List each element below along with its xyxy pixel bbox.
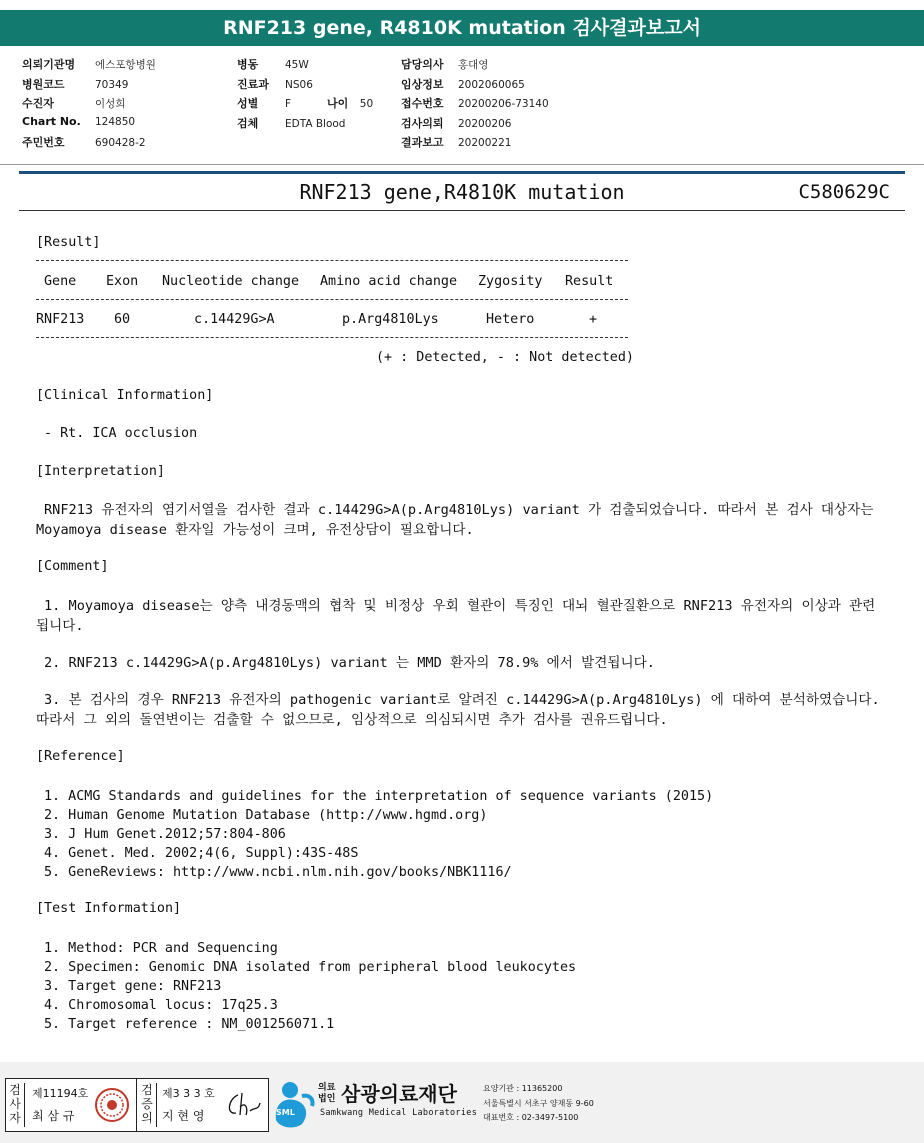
org-address: 서울특별시 서초구 양재동 9-60 (483, 1099, 594, 1108)
interpretation-text: RNF213 유전자의 염기서열을 검사한 결과 c.14429G>A(p.Arg4810Lys) variant 가 검출되었습니다. 따라서 본 검사 대상자는 Moyamoya disease 환자일 가능성이 크며, 유전상담이 필요합니다. (36, 502, 874, 538)
vertical-label-char: 증 (141, 1097, 153, 1111)
list-item: 2. Human Genome Mutation Database (http://www.hgmd.org) (44, 808, 488, 823)
list-item: 4. Chromosomal locus: 17q25.3 (44, 998, 278, 1013)
list-item: 3. 본 검사의 경우 RNF213 유전자의 pathogenic variant로 알려진 c.14429G>A(p.Arg4810Lys) 에 대하여 분석하였습니다. 따라서 그 외의 돌연변이는 검출할 수 없으므로, 임상적으로 의심되시면 추가 검사를 권유드립니다. (36, 692, 880, 728)
inspector-seal-icon (94, 1087, 130, 1123)
info-value: 에스포항병원 (95, 59, 156, 71)
patient-info-col-1 (22, 56, 156, 154)
info-value: 70349 (95, 78, 129, 91)
info-row (237, 56, 345, 76)
list-item: 1. Method: PCR and Sequencing (44, 941, 278, 956)
vertical-label-char: 사 (9, 1097, 21, 1111)
inspector-name: 최 삼 규 (32, 1109, 75, 1123)
col-header-gene: Gene (44, 274, 77, 289)
verifier-name: 지 현 영 (162, 1109, 205, 1123)
verifier-label (138, 1083, 157, 1127)
report-banner-title: RNF213 gene, R4810K mutation 검사결과보고서 (0, 10, 924, 46)
title-rule (19, 171, 905, 174)
title-underline (19, 210, 905, 211)
vertical-label-char: 검 (9, 1083, 21, 1097)
org-name: 삼광의료재단 (341, 1082, 457, 1106)
info-row (22, 134, 156, 154)
info-row (401, 134, 549, 154)
reference-heading: [Reference] (36, 749, 125, 764)
result-divider-mid (36, 299, 628, 300)
list-item: 5. Target reference : NM_001256071.1 (44, 1017, 335, 1032)
test-info-heading: [Test Information] (36, 901, 182, 916)
cell-zygosity: Hetero (486, 312, 535, 327)
test-info-list (44, 939, 576, 1034)
list-item: 2. Specimen: Genomic DNA isolated from peripheral blood leukocytes (44, 960, 577, 975)
info-value: EDTA Blood (285, 117, 346, 130)
cell-exon: 60 (114, 312, 131, 327)
reference-list (44, 787, 713, 882)
result-heading: [Result] (36, 235, 101, 250)
info-row (401, 76, 549, 96)
info-value: 20200221 (458, 137, 512, 149)
org-phone: 대표번호 : 02-3497-5100 (483, 1113, 579, 1122)
cell-result: + (589, 312, 598, 327)
info-value: 2002060065 (458, 78, 525, 91)
vertical-label-text (6, 1083, 24, 1125)
org-english: Samkwang Medical Laboratories (320, 1108, 478, 1118)
info-label: 의뢰기관명 (22, 58, 76, 71)
info-value: 45W (285, 59, 309, 71)
info-label: 담당의사 (401, 58, 444, 71)
list-item: 1. ACMG Standards and guidelines for the interpretation of sequence variants (2015) (44, 789, 714, 804)
sml-badge-text: SML (276, 1108, 295, 1117)
list-item: 4. Genet. Med. 2002;4(6, Suppl):43S-48S (44, 846, 359, 861)
info-label: 성별 (237, 97, 259, 110)
result-divider-top (36, 260, 628, 261)
inspector-label (6, 1083, 25, 1127)
info-row (22, 115, 156, 135)
info-label: 임상정보 (401, 77, 444, 91)
info-row (22, 95, 156, 115)
info-row (22, 76, 156, 96)
age-label: 나이 (327, 97, 349, 110)
test-code: C580629C (798, 181, 890, 203)
info-value: 124850 (95, 115, 136, 128)
col-header-result: Result (565, 274, 614, 289)
comment-heading: [Comment] (36, 559, 109, 574)
test-title: RNF213 gene,R4810K mutation (299, 180, 625, 204)
info-label: 병동 (237, 58, 259, 71)
clinical-text: - Rt. ICA occlusion (44, 426, 198, 441)
patient-info-col-3 (401, 56, 549, 154)
cell-amino-acid: p.Arg4810Lys (342, 312, 439, 327)
result-divider-bottom (36, 337, 628, 338)
patient-info-block (0, 52, 924, 165)
info-row (401, 115, 549, 135)
verifier-signature-icon (224, 1089, 262, 1121)
org-prefix: 의료법인 (318, 1083, 336, 1104)
info-label: 수진자 (22, 97, 54, 110)
vertical-label-text (138, 1083, 156, 1125)
age-field (327, 95, 373, 115)
info-value: NS06 (285, 78, 313, 91)
col-header-exon: Exon (106, 274, 139, 289)
list-item: 3. Target gene: RNF213 (44, 979, 222, 994)
cell-gene: RNF213 (36, 312, 85, 327)
info-value: 20200206 (458, 117, 512, 130)
list-item: 1. Moyamoya disease는 양측 내경동맥의 협착 및 비정상 우회 혈관이 특징인 대뇌 혈관질환으로 RNF213 유전자의 이상과 관련됩니다. (36, 598, 876, 634)
vertical-label-char: 자 (9, 1111, 21, 1125)
sml-logo-icon (272, 1080, 316, 1128)
info-label: 접수번호 (401, 97, 444, 110)
result-legend: (+ : Detected, - : Not detected) (376, 350, 634, 365)
signature-divider (136, 1079, 137, 1131)
info-label: 결과보고 (401, 136, 444, 149)
inspector-license: 제11194호 (32, 1087, 89, 1100)
info-value: 홍대영 (458, 59, 489, 71)
list-item: 2. RNF213 c.14429G>A(p.Arg4810Lys) variant 는 MMD 환자의 78.9% 에서 발견됩니다. (44, 655, 655, 671)
info-label: 진료과 (237, 77, 269, 91)
vertical-label-char: 의 (141, 1111, 153, 1125)
list-item: 5. GeneReviews: http://www.ncbi.nlm.nih.gov/books/NBK1116/ (44, 865, 512, 880)
table-row (36, 312, 636, 332)
org-code: 요양기관 : 11365200 (483, 1084, 563, 1093)
info-value: F (285, 98, 292, 110)
info-row (237, 76, 345, 96)
info-label: Chart No. (22, 114, 81, 128)
list-item: 3. J Hum Genet.2012;57:804-806 (44, 827, 286, 842)
interpretation-heading: [Interpretation] (36, 464, 165, 479)
info-row (401, 95, 549, 115)
info-label: 주민번호 (22, 136, 65, 149)
info-label: 검사의뢰 (401, 116, 444, 130)
signature-box (5, 1078, 269, 1132)
col-header-zygosity: Zygosity (478, 274, 543, 289)
vertical-label-char: 검 (141, 1083, 153, 1097)
cell-nucleotide: c.14429G>A (194, 312, 275, 327)
info-label: 검체 (237, 116, 259, 130)
info-label: 병원코드 (22, 77, 65, 91)
info-row (22, 56, 156, 76)
age-value: 50 (359, 98, 374, 110)
info-value: 20200206-73140 (458, 98, 549, 110)
clinical-heading: [Clinical Information] (36, 388, 214, 403)
col-header-nucleotide: Nucleotide change (162, 274, 300, 289)
verifier-license: 제3 3 3 호 (162, 1087, 215, 1100)
info-row (237, 115, 345, 135)
info-value: 690428-2 (95, 137, 146, 149)
info-value: 이성희 (95, 98, 126, 110)
info-row (401, 56, 549, 76)
col-header-amino-acid: Amino acid change (320, 274, 458, 289)
result-table-header (36, 274, 636, 294)
sml-logo (272, 1080, 316, 1128)
